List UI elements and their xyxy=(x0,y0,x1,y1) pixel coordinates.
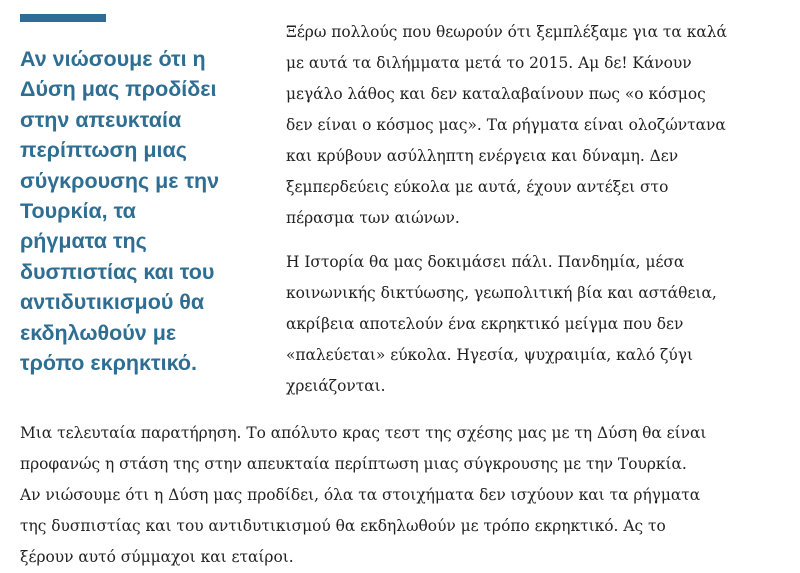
pullquote-line: δυσπιστίας και του xyxy=(20,259,215,284)
paragraph-line: ξέρουν αυτό σύμμαχοι και εταίροι. xyxy=(20,548,294,566)
article-paragraph-3 xyxy=(20,418,792,573)
paragraph-line: κοινωνικής δικτύωσης, γεωπολιτική βία και αστάθεια, xyxy=(286,284,717,302)
paragraph-line: προφανώς η στάση της στην απευκταία περίπτωση μιας σύγκρουσης με την Τουρκία. xyxy=(20,455,687,473)
pullquote-line: αντιδυτικισμού θα xyxy=(20,290,205,315)
paragraph-line: πέρασμα των αιώνων. xyxy=(286,209,460,227)
pullquote-line: τρόπο εκρηκτικό. xyxy=(20,351,197,376)
paragraph-line: χρειάζονται. xyxy=(286,377,386,395)
pullquote-line: ρήγματα της xyxy=(20,229,147,254)
paragraph-line: με αυτά τα διλήμματα μετά το 2015. Αμ δε! Κάνουν xyxy=(286,54,692,72)
pullquote-line: σύγκρουσης με την xyxy=(20,168,220,193)
paragraph-line: της δυσπιστίας και του αντιδυτικισμού θα εκδηλωθούν με τρόπο εκρηκτικό. Ας το xyxy=(20,517,666,535)
pullquote-line: Τουρκία, τα xyxy=(20,199,136,224)
paragraph-line: και κρύβουν ασύλληπτη ενέργεια και δύναμη. Δεν xyxy=(286,147,679,165)
paragraph-line: ξεμπερδεύεις εύκολα με αυτά, έχουν αντέξει στο xyxy=(286,178,669,196)
accent-bar xyxy=(20,14,106,22)
article-right-column xyxy=(286,17,782,402)
paragraph-line: δεν είναι ο κόσμος μας». Τα ρήγματα είναι ολοζώντανα xyxy=(286,116,726,134)
pullquote-line: Δύση μας προδίδει xyxy=(20,77,217,102)
paragraph-line: μεγάλο λάθος και δεν καταλαβαίνουν πως «ο κόσμος xyxy=(286,85,706,103)
pullquote-line: στην απευκταία xyxy=(20,107,182,132)
pullquote-line: περίπτωση μιας xyxy=(20,138,187,163)
paragraph-line: «παλεύεται» εύκολα. Ηγεσία, ψυχραιμία, καλό ζύγι xyxy=(286,346,693,364)
paragraph-line: Αν νιώσουμε ότι η Δύση μας προδίδει, όλα τα στοιχήματα δεν ισχύουν και τα ρήγματα xyxy=(20,486,701,504)
pullquote-line: εκδηλωθούν με xyxy=(20,320,177,345)
pullquote xyxy=(20,44,268,378)
paragraph-line: Η Ιστορία θα μας δοκιμάσει πάλι. Πανδημία, μέσα xyxy=(286,253,685,271)
article-paragraph-2 xyxy=(286,247,782,402)
pullquote-line: Αν νιώσουμε ότι η xyxy=(20,47,206,71)
article-paragraph-1 xyxy=(286,17,782,234)
paragraph-line: Ξέρω πολλούς που θεωρούν ότι ξεμπλέξαμε για τα καλά xyxy=(286,23,727,41)
paragraph-line: ακρίβεια αποτελούν ένα εκρηκτικό μείγμα που δεν xyxy=(286,315,684,333)
paragraph-line: Μια τελευταία παρατήρηση. Το απόλυτο κρας τεστ της σχέσης μας με τη Δύση θα είναι xyxy=(20,424,707,442)
